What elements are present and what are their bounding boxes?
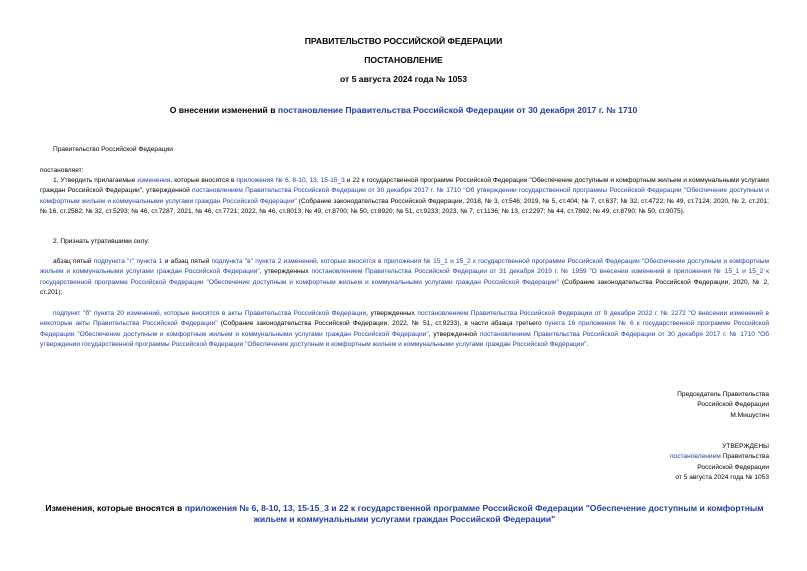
p1-text-a: 1. Утвердить прилагаемые <box>53 177 138 184</box>
p3-link-decree-1959[interactable]: постановлением Правительства Российской Федерации от 31 декабря 2019 г. № 1959 "О внесении изменений в приложения № 15_1 и 15_2 к государственной программе Российской Федерации "Обеспечение доступным и комфортным жильем и коммунальными услугами граждан Российской Федерации" <box>40 268 769 286</box>
approval-heading: УТВЕРЖДЕНЫ <box>722 443 769 450</box>
title-link[interactable]: постановление Правительства Российской Федерации от 30 декабря 2017 г. № 1710 <box>277 105 638 115</box>
signature-org: Российской Федерации <box>697 401 769 409</box>
p4-text-c: (Собрание законодательства Российской Федерации, 2022, № 51, ст.9233), в части абзаца третьего <box>217 320 545 328</box>
paragraph-3 <box>40 257 769 298</box>
p4-text-d: , утвержденной <box>428 330 480 338</box>
p3-text-d: (Собрание законодательства Российской Федерации, 2020, № 2, ст.201); <box>40 278 769 296</box>
p4-link-subpoint-b[interactable]: подпункт "б" пункта 20 изменений, которые вносятся в акты Правительства Российской Федерации <box>53 310 367 317</box>
date-number-heading: от 5 августа 2024 года № 1053 <box>340 74 467 84</box>
approval-line-3: Российской Федерации <box>697 463 769 471</box>
paragraph-2: 2. Признать утратившими силу: <box>53 238 150 245</box>
changes-title-prefix: Изменения, которые вносятся в <box>45 503 185 513</box>
approval-block <box>670 442 769 483</box>
p3-text-a: абзац пятый <box>53 258 94 265</box>
title-prefix: О внесении изменений в <box>169 105 278 115</box>
p1-link-decree-1710[interactable]: постановлением Правительства Российской Федерации от 30 декабря 2017 г. № 1710 "Об утверждении государственной программы Российской Федерации "Обеспечение доступным и комфортным жильем и коммунальными услугами граждан Российской Федерации" <box>40 187 769 205</box>
p4-text-b: , утвержденных <box>366 310 418 317</box>
p4-link-point-16[interactable]: пункта 16 приложения № 6 к государственной программе Российской Федерации "Обеспечение доступным и комфортным жильем и коммунальными услугами граждан Российской Федерации" <box>40 320 770 338</box>
p1-text-c: и 22 к государственной программе Российской Федерации "Обеспечение доступным и комфортным жильем и коммунальными услугами граждан Российской Федерации", утвержденной <box>40 177 769 195</box>
decree-text: постановляет: <box>40 167 84 174</box>
approval-line-2-rest: Правительства <box>720 453 769 461</box>
paragraph-1 <box>40 176 769 217</box>
p1-link-appendices[interactable]: приложения № 6, 8-10, 13, 15-15_3 <box>236 177 345 184</box>
approval-line-4: от 5 августа 2024 года № 1053 <box>675 473 769 481</box>
government-heading: ПРАВИТЕЛЬСТВО РОССИЙСКОЙ ФЕДЕРАЦИИ <box>304 36 503 46</box>
signature-name: М.Мишустин <box>730 411 769 419</box>
document-title <box>40 105 767 116</box>
changes-title-link[interactable]: приложения № 6, 8-10, 13, 15-15_3 и 22 к государственной программе Российской Федерации "Обеспечение доступным и комфортным жильем и коммунальными услугами граждан Российской Федерации" <box>184 503 764 524</box>
signature-title: Председатель Правительства <box>677 391 769 398</box>
p3-link-subpoint-v[interactable]: подпункта "в" пункта 2 изменений, которые вносятся в приложения № 15_1 и 15_2 к государственной программе Российской Федерации "Обеспечение доступным и комфортным жильем и коммунальными услугами граждан Российской Федерации" <box>40 258 769 276</box>
p1-link-changes[interactable]: изменения <box>137 177 171 184</box>
p3-text-c: , утвержденных <box>259 268 312 276</box>
paragraph-4 <box>40 309 769 350</box>
p3-text-b: и абзац пятый <box>162 258 212 265</box>
p4-link-decree-2272[interactable]: постановлением Правительства Российской Федерации от 9 декабря 2022 г. № 2272 "О внесении изменений в некоторые акты Правительства Российской Федерации" <box>40 310 769 328</box>
p4-text-e: . <box>586 340 589 348</box>
p3-link-subpoint-g[interactable]: подпункта "г" пункта 1 <box>93 258 163 265</box>
doc-type-heading: ПОСТАНОВЛЕНИЕ <box>364 55 443 65</box>
intro-text: Правительство Российской Федерации <box>53 146 173 153</box>
approval-line-2 <box>670 452 769 462</box>
changes-title <box>40 503 769 525</box>
approval-link[interactable]: постановлением <box>669 453 721 461</box>
p4-link-decree-1710[interactable]: постановлением Правительства Российской Федерации от 30 декабря 2017 г. № 1710 "Об утверждении государственной программы Российской Федерации "Обеспечение доступным и комфортным жильем и коммунальными услугами граждан Российской Федерации" <box>40 330 769 348</box>
p1-text-b: , которые вносятся в <box>170 177 237 184</box>
signature-block <box>677 390 769 421</box>
p1-text-d: (Собрание законодательства Российской Федерации, 2018, № 3, ст.546; 2019, № 5, ст.404; № 7, ст.637; № 32, ст.4722; № 49, ст.7124; 2020, № 2, ст.201; № 16, ст.2582; № 32, ст.5293; № 46, ст.7287; 2021, № 46, ст.7721; 2022, № 46, ст.8013; № 49, ст.8700; № 50, ст.8920; № 51, ст.9233; 2023, № 7, ст.1136; № 13, ст.2297; № 44, ст.7892; № 49, ст.8790; № 50, ст.9075). <box>40 197 769 215</box>
